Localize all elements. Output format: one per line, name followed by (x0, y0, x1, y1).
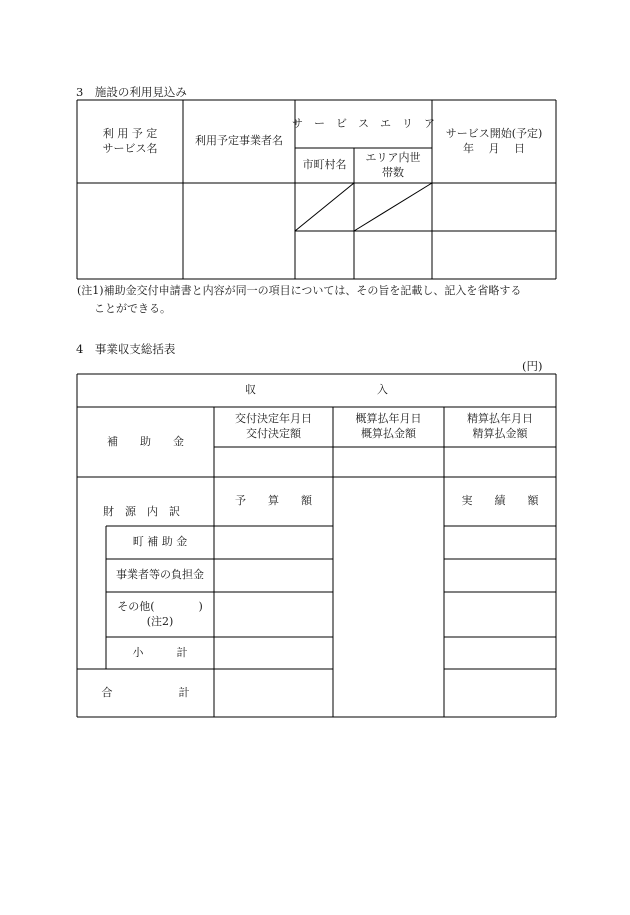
header-service-name-line2: サービス名 (102, 141, 158, 155)
other-label-note: (注2) (146, 614, 174, 628)
header-municipality: 市町村名 (302, 158, 347, 172)
total-label: 合 計 (101, 685, 190, 699)
advance-payment-amount-label: 概算払金額 (361, 427, 416, 440)
header-operator: 利用予定事業者名 (195, 134, 283, 148)
unit-label: (円) (522, 359, 543, 373)
subtotal-label: 小 計 (132, 645, 188, 659)
final-payment-header (444, 407, 556, 447)
grant-decision-header (214, 407, 333, 447)
header-start-date-line1: サービス開始(予定) (445, 126, 543, 140)
operator-share-label: 事業者等の負担金 (116, 568, 204, 582)
final-payment-amount-label: 精算払金額 (472, 427, 528, 440)
funding-breakdown-label: 財 源 内 訳 (103, 504, 180, 518)
income-header: 収 入 (245, 383, 388, 397)
header-service-area: サ ー ビ ス エ リ ア (292, 116, 435, 130)
advance-payment-date-label: 概算払年月日 (355, 412, 422, 426)
note-1-line2: ことができる。 (94, 301, 171, 315)
other-label (106, 592, 214, 637)
header-start-date-line2: 年 月 日 (463, 141, 525, 155)
subsidy-label: 補 助 金 (107, 434, 184, 448)
final-payment-date-label: 精算払年月日 (467, 412, 533, 426)
budget-label: 予 算 額 (235, 493, 312, 507)
advance-payment-header (333, 407, 444, 447)
town-subsidy-label: 町 補 助 金 (132, 535, 188, 549)
header-service-name-line1: 利 用 予 定 (102, 126, 158, 140)
section3-heading: 3 施設の利用見込み (76, 85, 187, 99)
grant-decision-date-label: 交付決定年月日 (235, 412, 312, 426)
header-households-line1: エリア内世 (365, 150, 421, 164)
header-households-line2: 帯数 (382, 165, 404, 179)
actual-label: 実 績 額 (461, 493, 539, 507)
note-1-line1: (注1)補助金交付申請書と内容が同一の項目については、その旨を記載し、記入を省略する (77, 284, 522, 297)
other-label-line1: その他( ) (117, 599, 203, 613)
section4-heading: 4 事業収支総括表 (76, 342, 176, 356)
grant-decision-amount-label: 交付決定額 (246, 427, 301, 440)
